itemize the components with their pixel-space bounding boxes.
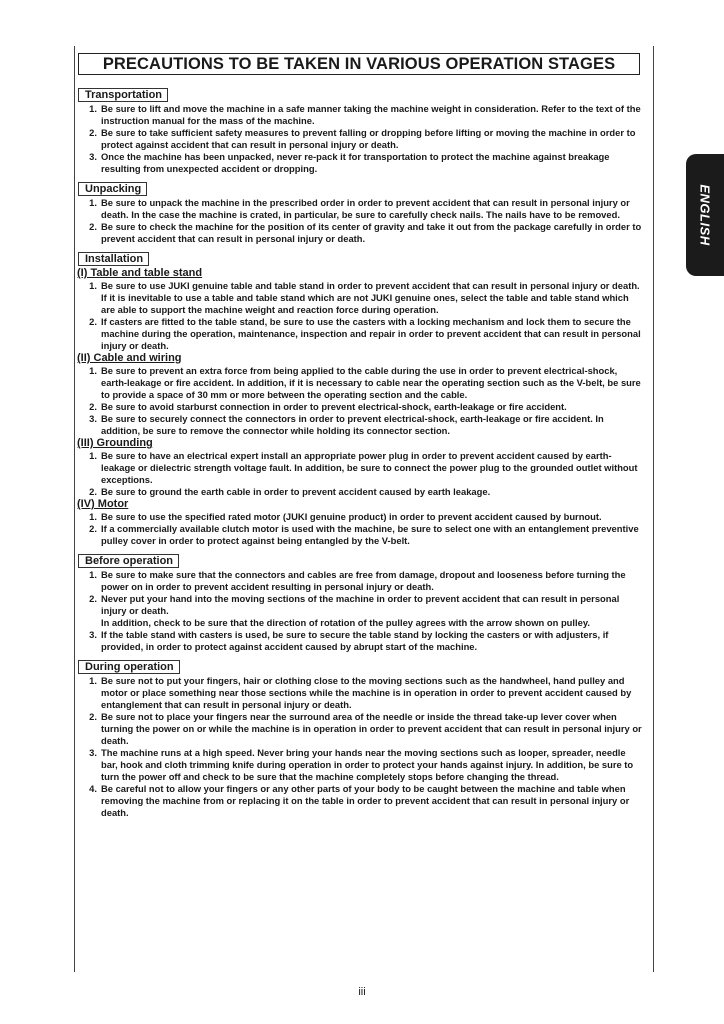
- item-number: 1.: [89, 450, 97, 461]
- item-number: 2.: [89, 523, 97, 534]
- item-list: [76, 365, 648, 437]
- list-item: [76, 711, 648, 747]
- item-number: 2.: [89, 486, 97, 497]
- item-number: 2.: [89, 711, 97, 722]
- item-number: 1.: [89, 365, 97, 376]
- list-item: [76, 127, 648, 151]
- item-text: The machine runs at a high speed. Never bring your hands near the moving sections such as looper, spreader, needle bar, hook and cloth trimming knife during operation in order to protect your hands against injury. In addition, be sure to turn the power off and check to be sure that the machine completely stops before changing the thread.: [101, 747, 634, 782]
- item-number: 1.: [89, 280, 97, 291]
- item-number: 4.: [89, 783, 97, 794]
- precautions-content: [76, 85, 648, 823]
- page-title: PRECAUTIONS TO BE TAKEN IN VARIOUS OPERATION STAGES: [78, 53, 640, 75]
- item-list: [76, 450, 648, 498]
- item-text: Never put your hand into the moving sections of the machine in order to prevent accident that can result in personal injury or death.: [101, 593, 620, 616]
- item-text: Be sure to have an electrical expert install an appropriate power plug in order to prevent accident caused by earth-leakage or dielectric strength voltage fault. In addition, be sure to connect the power plug to the grounded outlet without exceptions.: [101, 450, 638, 485]
- list-item: [76, 593, 648, 629]
- item-text: Be careful not to allow your fingers or any other parts of your body to be caught between the machine and table when removing the machine from or replacing it on the table in order to prevent accident that can result in personal injury or death.: [101, 783, 630, 818]
- list-item: [76, 197, 648, 221]
- list-item: [76, 365, 648, 401]
- list-item: [76, 151, 648, 175]
- section-during-operation: [76, 657, 648, 819]
- list-item: [76, 103, 648, 127]
- item-text-block: [101, 593, 648, 629]
- item-text: Be sure to avoid starburst connection in order to prevent electrical-shock, earth-leakage or fire accident.: [101, 401, 567, 412]
- item-number: 2.: [89, 221, 97, 232]
- subsection-heading: (I) Table and table stand: [77, 267, 203, 279]
- item-number: 2.: [89, 316, 97, 327]
- item-number: 1.: [89, 103, 97, 114]
- language-tab: [686, 154, 724, 276]
- item-text: If casters are fitted to the table stand, be sure to use the casters with a locking mechanism and lock them to secure the machine during the operation, maintenance, inspection and repair in order to prevent accident that can result in personal injury or death.: [101, 316, 641, 351]
- section-heading: Installation: [78, 252, 149, 266]
- item-extra-text: In addition, check to be sure that the direction of rotation of the pulley agrees with the arrow shown on pulley.: [101, 617, 590, 628]
- section-heading: During operation: [78, 660, 180, 674]
- subsection-heading: (II) Cable and wiring: [77, 352, 182, 364]
- item-text: Be sure to make sure that the connectors and cables are free from damage, dropout and looseness before turning the power on in order to prevent accident resulting in personal injury or death.: [101, 569, 626, 592]
- section-installation: [76, 249, 648, 547]
- section-unpacking: [76, 179, 648, 245]
- list-item: [76, 401, 648, 413]
- language-tab-label: ENGLISH: [697, 184, 713, 246]
- list-item: [76, 523, 648, 547]
- item-text: Be sure to take sufficient safety measures to prevent falling or dropping before lifting or moving the machine in order to protect against accident that can result in personal injury or death.: [101, 127, 636, 150]
- item-number: 1.: [89, 675, 97, 686]
- item-list: [76, 675, 648, 819]
- list-item: [76, 486, 648, 498]
- item-text: If a commercially available clutch motor is used with the machine, be sure to select one with an entanglement preventive pulley cover in order to protect against being entangled by the V-belt.: [101, 523, 639, 546]
- item-text: Once the machine has been unpacked, never re-pack it for transportation to protect the machine against breakage resulting from unexpected accident or dropping.: [101, 151, 610, 174]
- item-text: Be sure to lift and move the machine in a safe manner taking the machine weight in consideration. Refer to the text of the instruction manual for the mass of the machine.: [101, 103, 641, 126]
- item-text: Be sure to ground the earth cable in order to prevent accident caused by earth leakage.: [101, 486, 491, 497]
- item-number: 1.: [89, 569, 97, 580]
- list-item: [76, 450, 648, 486]
- item-number: 2.: [89, 593, 97, 604]
- section-heading: Transportation: [78, 88, 168, 102]
- item-list: [76, 511, 648, 547]
- item-number: 1.: [89, 197, 97, 208]
- subsection-heading: (III) Grounding: [77, 437, 153, 449]
- item-text: Be sure not to place your fingers near the surround area of the needle or inside the thread take-up lever cover when turning the power on or while the machine is in operation in order to prevent accident that can result in personal injury or death.: [101, 711, 642, 746]
- item-number: 3.: [89, 629, 97, 640]
- item-text: Be sure to unpack the machine in the prescribed order in order to prevent accident that can result in personal injury or death. In the case the machine is crated, in particular, be sure to carefully check nails. The nails have to be removed.: [101, 197, 630, 220]
- item-text: If the table stand with casters is used, be sure to secure the table stand by locking the casters or with adjusters, if provided, in order to protect against accident caused by abrupt start of the machine.: [101, 629, 609, 652]
- section-heading: Before operation: [78, 554, 179, 568]
- item-text: Be sure to check the machine for the position of its center of gravity and take it out from the package carefully in order to prevent accident that can result in personal injury or death.: [101, 221, 642, 244]
- subsection-heading: (IV) Motor: [77, 498, 129, 510]
- item-number: 1.: [89, 511, 97, 522]
- item-list: [76, 280, 648, 352]
- list-item: [76, 629, 648, 653]
- item-number: 2.: [89, 401, 97, 412]
- section-before-operation: [76, 551, 648, 653]
- item-text: Be sure not to put your fingers, hair or clothing close to the moving sections such as the handwheel, hand pulley and motor or place something near those sections while the machine is in operation in order to prevent accident caused by entanglement that can result in personal injury or death.: [101, 675, 632, 710]
- item-text: Be sure to use the specified rated motor (JUKI genuine product) in order to prevent accident caused by burnout.: [101, 511, 602, 522]
- item-list: [76, 569, 648, 653]
- item-number: 3.: [89, 151, 97, 162]
- list-item: [76, 747, 648, 783]
- list-item: [76, 569, 648, 593]
- list-item: [76, 316, 648, 352]
- section-transportation: [76, 85, 648, 175]
- page-number: iii: [358, 986, 366, 998]
- item-list: [76, 197, 648, 245]
- item-number: 2.: [89, 127, 97, 138]
- item-text: Be sure to prevent an extra force from being applied to the cable during the use in order to prevent electrical-shock, earth-leakage or fire accident. In addition, if it is necessary to cable near the operating section such as the V-belt, be sure to provide a space of 30 mm or more between the operating section and the cable.: [101, 365, 641, 400]
- item-number: 3.: [89, 747, 97, 758]
- list-item: [76, 511, 648, 523]
- list-item: [76, 413, 648, 437]
- list-item: [76, 675, 648, 711]
- list-item: [76, 280, 648, 316]
- list-item: [76, 783, 648, 819]
- item-number: 3.: [89, 413, 97, 424]
- item-text: Be sure to use JUKI genuine table and table stand in order to prevent accident that can result in personal injury or death. If it is inevitable to use a table and table stand which are not JUKI genuine ones, select the table and table stand which are able to support the machine weight and reaction force during operation.: [101, 280, 640, 315]
- item-text: Be sure to securely connect the connectors in order to prevent electrical-shock, earth-leakage or fire accident. In addition, be sure to remove the connector while holding its connector section.: [101, 413, 604, 436]
- item-list: [76, 103, 648, 175]
- section-heading: Unpacking: [78, 182, 147, 196]
- list-item: [76, 221, 648, 245]
